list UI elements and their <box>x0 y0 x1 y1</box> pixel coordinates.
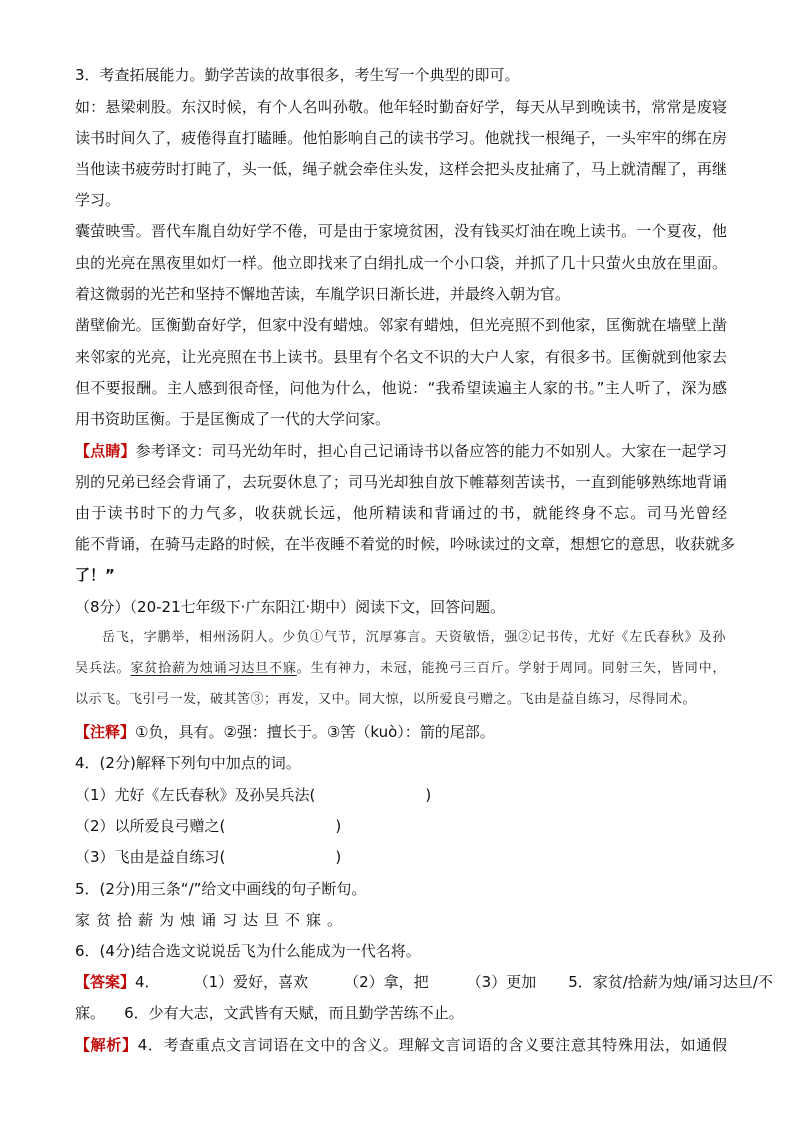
story3-line-4: 用书资助匡衡。于是匡衡成了一代的大学问家。 <box>75 410 391 428</box>
story3-line-3: 但不要报酬。主人感到很奇怪，问他为什么，他说：“我希望读遍主人家的书。”主人听了，深为感 <box>75 379 727 397</box>
passage-intro: （8分）（20-21七年级下·广东阳江·期中）阅读下文，回答问题。 <box>75 598 506 616</box>
dianjing-line-2: 别的兄弟已经会背诵了，去玩耍休息了；司马光却独自放下帷幕刻苦读书，一直到能够熟练地背诵 <box>75 473 727 491</box>
classical-line-1: 岳飞，字鹏举，相州汤阴人。少负①气节，沉厚寡言。天资敏悟，强②记书传，尤好《左氏春秋》及孙 <box>102 630 726 645</box>
q4-item-3-close: ) <box>335 848 342 866</box>
q3-header: 3．考查拓展能力。勤学苦读的故事很多，考生写一个典型的即可。 <box>75 66 520 84</box>
answer-tag: 【答案】 <box>75 973 136 991</box>
dianjing-line-1 <box>75 441 727 461</box>
q4-item-2-label: （2）以所爱良弓赠之( <box>75 817 226 835</box>
notes-tag: 【注释】 <box>75 723 136 741</box>
answer-4-1: （1）爱好，喜欢 <box>193 973 309 991</box>
q4-item-3-label: （3）飞由是益自练习( <box>75 848 226 866</box>
notes-line <box>75 722 495 742</box>
story2-line-1: 囊萤映雪。晋代车胤自幼好学不倦，可是由于家境贫困，没有钱买灯油在晚上读书。一个夏夜，他 <box>75 222 727 240</box>
q5-header: 5．(2分)用三条“/”给文中画线的句子断句。 <box>75 880 367 898</box>
answer-num-4: 4． <box>135 973 160 991</box>
q4-item-2-close: ) <box>335 817 342 835</box>
q4-item-1-close: ) <box>425 786 432 804</box>
story1-line-3: 当他读书疲劳时打盹了，头一低，绳子就会牵住头发，这样会把头皮扯痛了，马上就清醒了，再继 <box>75 160 727 178</box>
classical-line-2 <box>75 659 726 679</box>
answer-4-2: （2）拿，把 <box>344 973 429 991</box>
q4-item-3 <box>75 847 341 867</box>
q6-header: 6．(4分)结合选文说说岳飞为什么能成为一代名将。 <box>75 942 421 960</box>
story1-line-1: 如：悬梁刺股。东汉时候，有个人名叫孙敬。他年轻时勤奋好学，每天从早到晚读书，常常是废寝 <box>75 98 727 116</box>
analysis-line <box>75 1035 727 1055</box>
q5-sentence: 家贫拾薪为烛诵习达旦不寐。 <box>75 911 349 929</box>
dianjing-text-1: 参考译文：司马光幼年时，担心自己记诵诗书以备应答的能力不如别人。大家在一起学习 <box>135 442 727 460</box>
q4-item-1-label: （1）尤好《左氏春秋》及孙吴兵法( <box>75 786 316 804</box>
analysis-tag: 【解析】 <box>75 1036 138 1054</box>
story2-line-3: 着这微弱的光芒和坚持不懈地苦读，车胤学识日渐长进，并最终入朝为官。 <box>75 285 571 303</box>
analysis-text: 4．考查重点文言词语在文中的含义。理解文言词语的含义要注意其特殊用法，如通假 <box>137 1036 727 1054</box>
story2-line-2: 虫的光亮在黑夜里如灯一样。他立即找来了白绢扎成一个小口袋，并抓了几十只萤火虫放在里面。 <box>75 254 727 272</box>
classical-line-2-post: 。生有神力，未冠，能挽弓三百斤。学射于周同。同射三矢，皆同中， <box>296 661 726 676</box>
story3-line-2: 来邻家的光亮，让光亮照在书上读书。县里有个名文不识的大户人家，有很多书。匡衡就到他家去 <box>75 348 727 366</box>
answer-4-3: （3）更加 <box>466 973 537 991</box>
classical-line-3: 以示飞。飞引弓一发，破其筈③；再发，又中。同大惊，以所爱良弓赠之。飞由是益自练习，尽得同术。 <box>75 692 697 707</box>
dianjing-line-4: 能不背诵，在骑马走路的时候，在半夜睡不着觉的时候，吟咏读过的文章，想想它的意思，收获就多 <box>75 535 736 553</box>
answer-line-1 <box>75 972 773 992</box>
underlined-sentence: 家贫拾薪为烛诵习达旦不寐 <box>130 661 297 676</box>
story1-line-4: 学习。 <box>75 191 121 209</box>
dianjing-line-3: 由于读书时下的力气多，收获就长远，他所精读和背诵过的书，就能终身不忘。司马光曾经 <box>75 504 727 522</box>
dianjing-tag: 【点睛】 <box>75 442 136 460</box>
q4-item-2 <box>75 816 341 836</box>
answer-line-2: 寐。 6．少有大志，文武皆有天赋，而且勤学苦练不止。 <box>75 1004 464 1022</box>
answer-5: 5．家贫/拾薪为烛/诵习达旦/不 <box>568 973 773 991</box>
story3-line-1: 凿壁偷光。匡衡勤奋好学，但家中没有蜡烛。邻家有蜡烛，但光亮照不到他家，匡衡就在墙壁上凿 <box>75 316 727 334</box>
q4-item-1 <box>75 785 431 805</box>
dianjing-line-5: 了！” <box>75 566 115 584</box>
notes-text: ①负，具有。②强：擅长于。③筈（kuò）：箭的尾部。 <box>135 723 495 741</box>
story1-line-2: 读书时间久了，疲倦得直打瞌睡。他怕影响自己的读书学习。他就找一根绳子，一头牢牢的绑在房 <box>75 129 727 147</box>
q4-header: 4．(2分)解释下列句中加点的词。 <box>75 754 301 772</box>
classical-line-2-pre: 吴兵法。 <box>75 661 131 676</box>
